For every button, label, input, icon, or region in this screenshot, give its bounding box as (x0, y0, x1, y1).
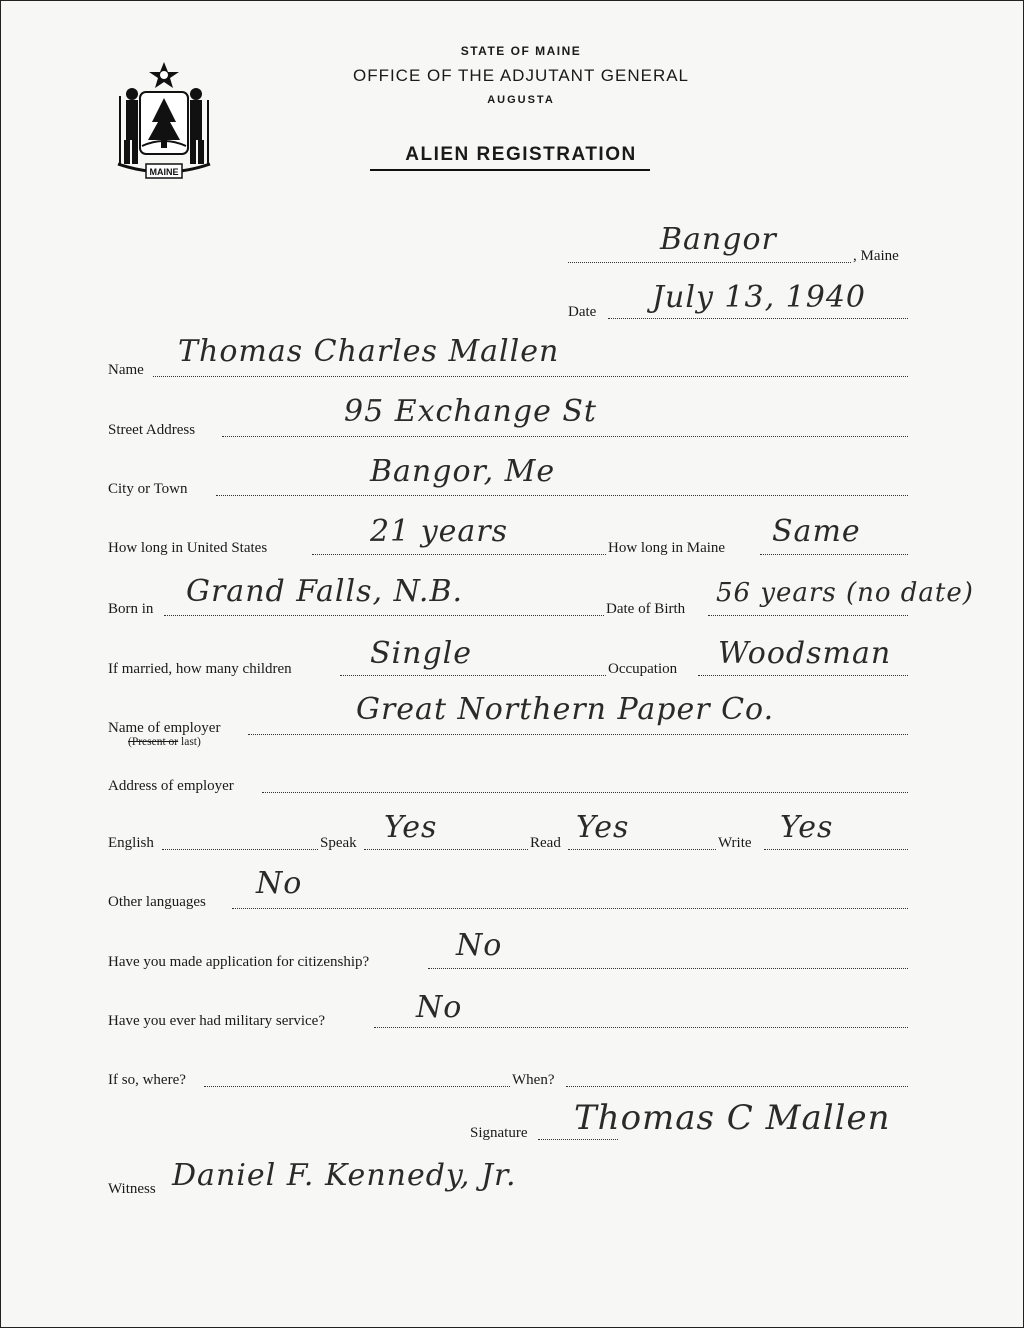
seal-text: MAINE (149, 167, 179, 177)
place-value: Bangor (660, 222, 777, 257)
header-state: STATE OF MAINE (460, 44, 582, 58)
children-label: If married, how many children (108, 661, 292, 677)
employer-address-label: Address of employer (108, 778, 234, 794)
born-value: Grand Falls, N.B. (186, 574, 464, 609)
write-line (764, 849, 908, 850)
city-value: Bangor, Me (370, 454, 556, 489)
read-label: Read (530, 835, 561, 851)
city-line (216, 495, 908, 496)
title-underline (370, 169, 650, 171)
occupation-label: Occupation (608, 661, 678, 677)
citizenship-value: No (456, 928, 503, 963)
signature-label: Signature (470, 1125, 528, 1141)
name-line (153, 376, 908, 377)
employer-label: Name of employer (108, 720, 221, 736)
witness-label: Witness (108, 1181, 156, 1197)
speak-value: Yes (384, 810, 438, 845)
english-line (162, 849, 318, 850)
other-languages-value: No (256, 866, 303, 901)
how-long-us-value: 21 years (370, 514, 509, 549)
other-languages-line (232, 908, 908, 909)
signature-line (538, 1139, 618, 1140)
dob-line (708, 615, 908, 616)
speak-line (364, 849, 528, 850)
page-title: ALIEN REGISTRATION (405, 144, 637, 165)
citizenship-label: Have you made application for citizenship? (108, 954, 370, 970)
place-line (568, 262, 851, 263)
how-long-maine-label: How long in Maine (608, 540, 726, 556)
when-line (566, 1086, 908, 1087)
military-line (374, 1027, 908, 1028)
street-line (222, 436, 908, 437)
dob-value: 56 years (no date) (716, 578, 974, 608)
speak-label: Speak (320, 835, 357, 851)
dob-label: Date of Birth (606, 601, 686, 617)
write-label: Write (718, 835, 752, 851)
employer-value: Great Northern Paper Co. (356, 692, 775, 727)
occupation-line (698, 675, 908, 676)
street-label: Street Address (108, 422, 196, 438)
street-value: 95 Exchange St (344, 394, 597, 429)
signature-value: Thomas C Mallen (574, 1098, 891, 1138)
where-label: If so, where? (108, 1072, 186, 1088)
read-value: Yes (576, 810, 630, 845)
english-label: English (108, 835, 154, 851)
when-label: When? (512, 1072, 555, 1088)
how-long-us-label: How long in United States (108, 540, 268, 556)
header-city: AUGUSTA (487, 94, 555, 106)
how-long-maine-line (760, 554, 908, 555)
citizenship-line (428, 968, 908, 969)
date-label: Date (568, 304, 597, 320)
header-office: OFFICE OF THE ADJUTANT GENERAL (352, 66, 690, 85)
employer-address-line (262, 792, 908, 793)
where-line (204, 1086, 510, 1087)
witness-value: Daniel F. Kennedy, Jr. (172, 1158, 517, 1193)
employer-sublabel: (Present or last) (128, 736, 201, 748)
occupation-value: Woodsman (718, 636, 892, 671)
write-value: Yes (780, 810, 834, 845)
name-label: Name (108, 362, 144, 378)
born-line (164, 615, 604, 616)
date-line (608, 318, 908, 319)
name-value: Thomas Charles Mallen (178, 334, 560, 369)
military-value: No (416, 990, 463, 1025)
date-value: July 13, 1940 (652, 280, 867, 315)
read-line (568, 849, 716, 850)
born-label: Born in (108, 601, 154, 617)
children-value: Single (370, 636, 473, 671)
employer-line (248, 734, 908, 735)
maine-label: , Maine (853, 248, 899, 264)
city-label: City or Town (108, 481, 188, 497)
other-languages-label: Other languages (108, 894, 206, 910)
how-long-maine-value: Same (772, 514, 861, 549)
how-long-us-line (312, 554, 606, 555)
children-line (340, 675, 606, 676)
military-label: Have you ever had military service? (108, 1013, 325, 1029)
